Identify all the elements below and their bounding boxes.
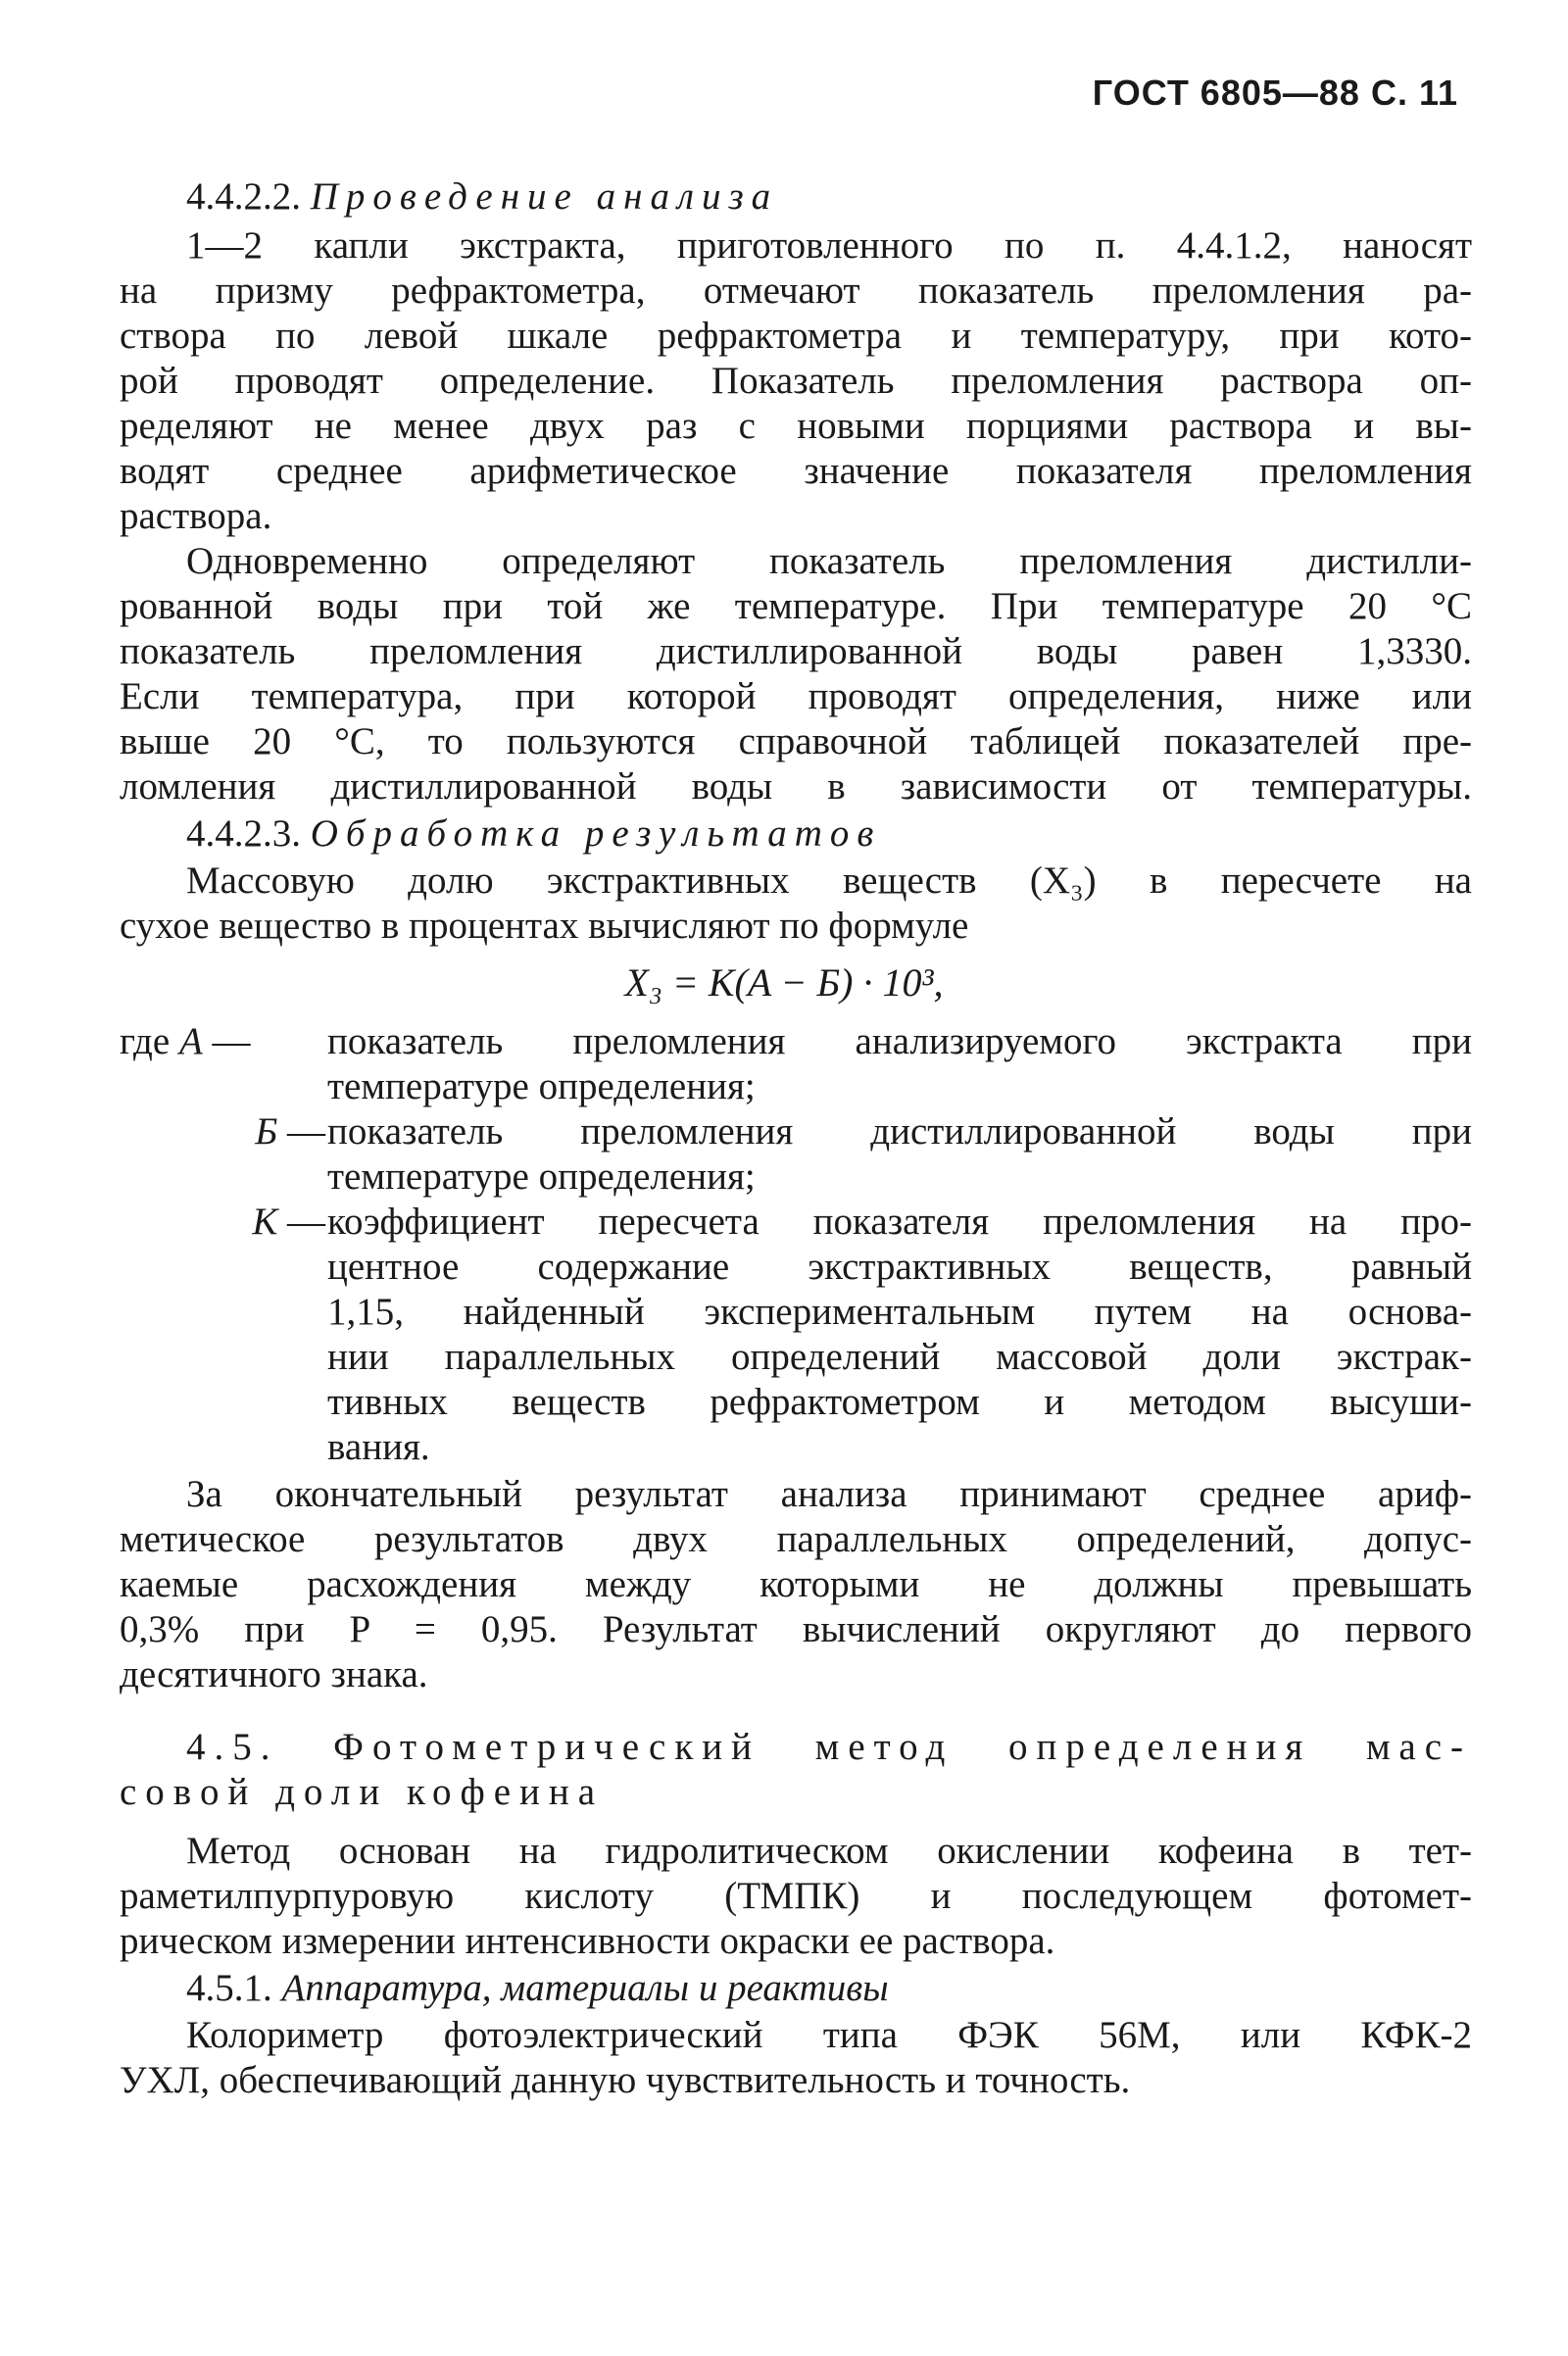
paragraph-line: выше 20 °С, то пользуются справочной таблицей показателей пре- [120,720,1472,762]
paragraph-line: сухое вещество в процентах вычисляют по формуле [120,905,969,947]
section-number: 4.4.2.2. [186,175,301,218]
paragraph-line: раствора. [120,495,272,537]
symbol-a: A [178,1020,203,1062]
where-label [120,1200,325,1245]
em-dash: — [212,1020,251,1062]
paragraph-line: 0,3% при P = 0,95. Результат вычислений округляют до первого [120,1608,1472,1650]
paragraph-line: УХЛ, обеспечивающий данную чувствительность и точность. [120,2059,1131,2101]
definition-line: нии параллельных определений массовой доли экстрак- [327,1336,1472,1378]
paragraph-line: каемые расхождения между которыми не должны превышать [120,1563,1472,1605]
paragraph-line: раметилпурпуровую кислоту (ТМПК) и последующем фотомет- [120,1875,1472,1917]
paragraph-line: водят среднее арифметическое значение показателя преломления [120,450,1472,492]
paragraph-line: 1—2 капли экстракта, приготовленного по п. 4.4.1.2, наносят [186,224,1472,267]
paragraph-line: рой проводят определение. Показатель преломления раствора оп- [120,360,1472,402]
paragraph-line: показатель преломления дистиллированной воды равен 1,3330. [120,630,1472,672]
section-heading-4-4-2-2 [186,174,1472,220]
paragraph-line: метическое результатов двух параллельных определений, допус- [120,1518,1472,1560]
definition-line: температуре определения; [327,1155,756,1198]
paragraph-line: Колориметр фотоэлектрический типа ФЭК 56М, или КФК-2 [186,2014,1472,2056]
page-header: ГОСТ 6805—88 С. 11 [1092,73,1458,113]
paragraph-line: Массовую долю экстрактивных веществ (X₃) в пересчете на [186,859,1472,902]
definition-line: показатель преломления дистиллированной воды при [327,1110,1472,1153]
where-word: где [120,1020,171,1062]
symbol-b: Б [255,1110,278,1153]
paragraph-line: рованной воды при той же температуре. При температуре 20 °С [120,585,1472,627]
paragraph-line: створа по левой шкале рефрактометра и температуру, при кото- [120,315,1472,357]
em-dash: — [287,1201,325,1243]
section-number: 4.5.1. [186,1967,272,2009]
definition-line: температуре определения; [327,1065,756,1107]
paragraph-line: ломления дистиллированной воды в зависимости от температуры. [120,765,1472,808]
definition-line: показатель преломления анализируемого экстракта при [327,1020,1472,1062]
where-label [120,1019,325,1064]
section-number: 4.4.2.3. [186,812,301,855]
formula: X₃ = K(A − Б) · 10³, [624,960,944,1005]
section-heading-4-5-cont: совой доли кофеина [120,1771,605,1813]
paragraph-line: Если температура, при которой проводят определения, ниже или [120,675,1472,717]
paragraph-line: десятичного знака. [120,1653,428,1695]
section-heading-4-5: 4.5. Фотометрический метод определения мас- [186,1726,1472,1768]
definition-line: центное содержание экстрактивных веществ, равный [327,1246,1472,1288]
section-title: Аппаратура, материалы и реактивы [281,1967,889,2009]
paragraph-line: За окончательный результат анализа принимают среднее ариф- [186,1473,1472,1515]
section-title: Проведение анализа [310,175,779,218]
section-title: Обработка результатов [310,812,882,855]
section-heading-4-4-2-3 [186,811,1472,857]
definition-line: 1,15, найденный экспериментальным путем на основа- [327,1291,1472,1333]
section-heading-4-5-1 [186,1966,1472,2011]
paragraph-line: на призму рефрактометра, отмечают показатель преломления ра- [120,270,1472,312]
paragraph-line: Метод основан на гидролитическом окислении кофеина в тет- [186,1830,1472,1872]
paragraph-line: Одновременно определяют показатель преломления дистилли- [186,540,1472,582]
paragraph-line: рическом измерении интенсивности окраски ее раствора. [120,1920,1055,1962]
where-label [120,1109,325,1154]
definition-line: тивных веществ рефрактометром и методом высуши- [327,1381,1472,1423]
em-dash: — [287,1110,325,1153]
paragraph-line: ределяют не менее двух раз с новыми порциями раствора и вы- [120,405,1472,447]
definition-line: вания. [327,1426,430,1468]
symbol-k: К [252,1201,278,1243]
definition-line: коэффициент пересчета показателя преломления на про- [327,1201,1472,1243]
